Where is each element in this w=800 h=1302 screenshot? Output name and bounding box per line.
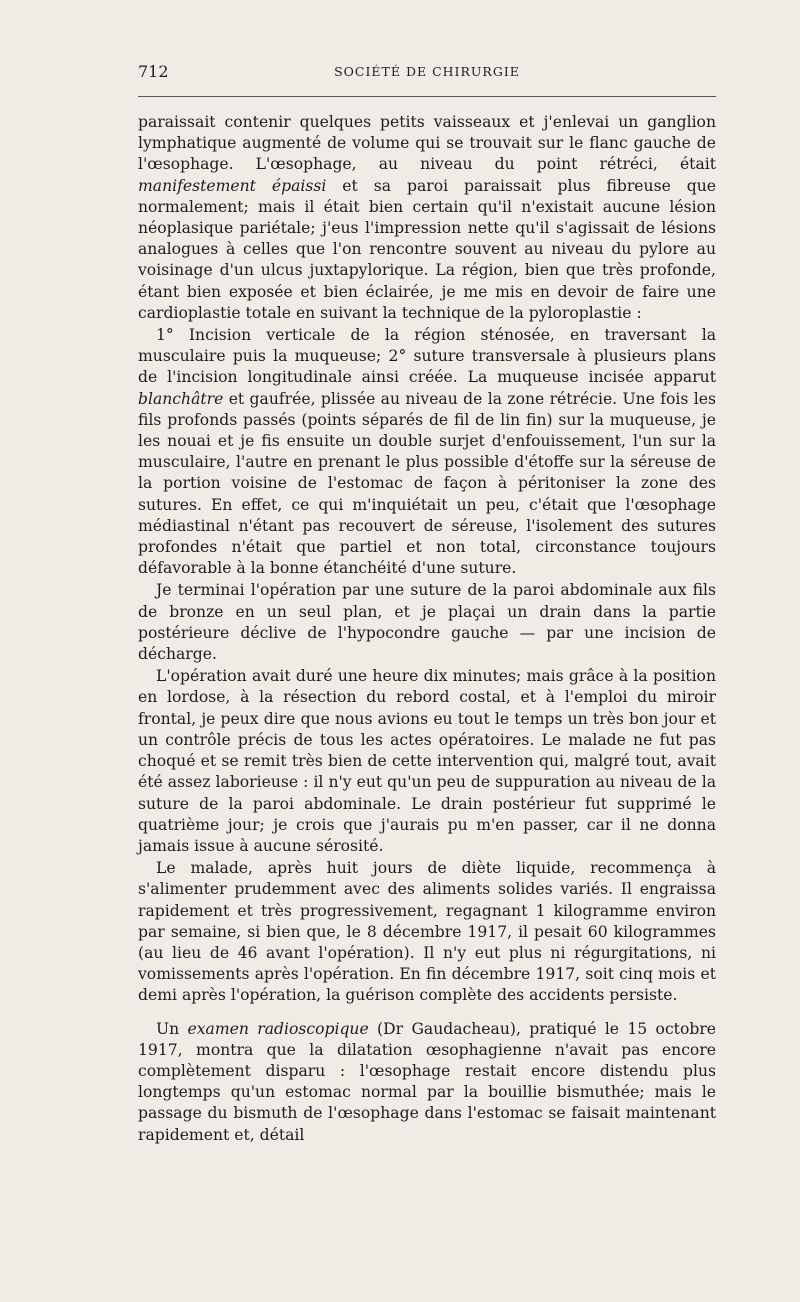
- paragraph-italic: blanchâtre: [138, 389, 224, 408]
- paragraph: [138, 112, 716, 324]
- paragraph-text: Un: [156, 1019, 188, 1038]
- paragraph-text: et gaufrée, plissée au niveau de la zone rétrécie. Une fois les fils profonds passés (points séparés de fil de lin fin) sur la muqueuse, je les nouai et je fis ensuite un double surjet d'enfouissement, l'un sur la musculaire, l'autre en prenant le plus possible d'étoffe sur la séreuse de la portion voisine de l'estomac de façon à péritoniser la zone des sutures. En effet, ce qui m'inquiétait un peu, c'était que l'œsophage médiastinal n'étant pas recouvert de séreuse, l'isolement des sutures profondes n'était que partiel et non total, circonstance toujours défavorable à la bonne étanchéité d'une suture.: [138, 389, 716, 578]
- paragraph: [138, 1019, 716, 1146]
- paragraph-text: (Dr Gaudacheau), pratiqué le 15 octobre 1917, montra que la dilatation œsophagienne n'avait pas encore complètement disparu : l'œsophage restait encore distendu plus longtemps qu'un estomac normal par la bouillie bismuthée; mais le passage du bismuth de l'œsophage dans l'estomac se faisait maintenant rapidement et, détail: [138, 1019, 716, 1144]
- header-rule: [138, 96, 716, 97]
- paragraph: [138, 666, 716, 857]
- paragraph-text: 1° Incision verticale de la région sténosée, en traversant la musculaire puis la muqueuse; 2° suture transversale à plusieurs plans de l'incision longitudinale ainsi créée. La muqueuse incisée apparut: [138, 326, 716, 387]
- paragraph: [138, 858, 716, 1006]
- paragraph-italic: examen radioscopique: [187, 1019, 369, 1038]
- paragraph-text: et sa paroi paraissait plus fibreuse que normalement; mais il était bien certain qu'il n'existait aucune lésion néoplasique pariétale; j'eus l'impression nette qu'il s'agissait de lésions analogues à celles que l'on rencontre souvent au niveau du pylore au voisinage d'un ulcus juxtapylorique. La région, bien que très profonde, étant bien exposée et bien éclairée, je me mis en devoir de faire une cardioplastie totale en suivant la technique de la pyloroplastie :: [138, 176, 716, 322]
- paragraph-text: L'opération avait duré une heure dix minutes; mais grâce à la position en lordose, à la résection du rebord costal, et à l'emploi du miroir frontal, je peux dire que nous avions eu tout le temps un très bon jour et un contrôle précis de tous les actes opératoires. Le malade ne fut pas choqué et se remit très bien de cette intervention qui, malgré tout, avait été assez laborieuse : il n'y eut qu'un peu de suppuration au niveau de la suture de la paroi abdominale. Le drain postérieur fut supprimé le quatrième jour; je crois que j'aurais pu m'en passer, car il ne donna jamais issue à aucune sérosité.: [138, 667, 716, 855]
- paragraph-text: Je terminai l'opération par une suture de la paroi abdominale aux fils de bronze en un seul plan, et je plaçai un drain dans la partie postérieure déclive de l'hypocondre gauche — par une incision de décharge.: [138, 581, 716, 664]
- running-title: SOCIÉTÉ DE CHIRURGIE: [334, 64, 520, 79]
- paragraph-text: Le malade, après huit jours de diète liquide, recommença à s'alimenter prudemment avec des aliments solides variés. Il engraissa rapidement et très progressivement, regagnant 1 kilogramme environ par semaine, si bien que, le 8 décembre 1917, il pesait 60 kilogrammes (au lieu de 46 avant l'opération). Il n'y eut plus ni régurgitations, ni vomissements après l'opération. En fin décembre 1917, soit cinq mois et demi après l'opération, la guérison complète des accidents persiste.: [138, 859, 716, 1005]
- paragraph: [138, 580, 716, 665]
- page-number: 712: [138, 62, 169, 81]
- body-text: [138, 112, 716, 1147]
- paragraph: [138, 325, 716, 579]
- page-header: [138, 62, 716, 84]
- paragraph-italic: manifestement épaissi: [138, 176, 327, 195]
- paragraph-text: paraissait contenir quelques petits vaisseaux et j'enlevai un ganglion lymphatique augmenté de volume qui se trouvait sur le flanc gauche de l'œsophage. L'œsophage, au niveau du point rétréci, était: [138, 113, 716, 174]
